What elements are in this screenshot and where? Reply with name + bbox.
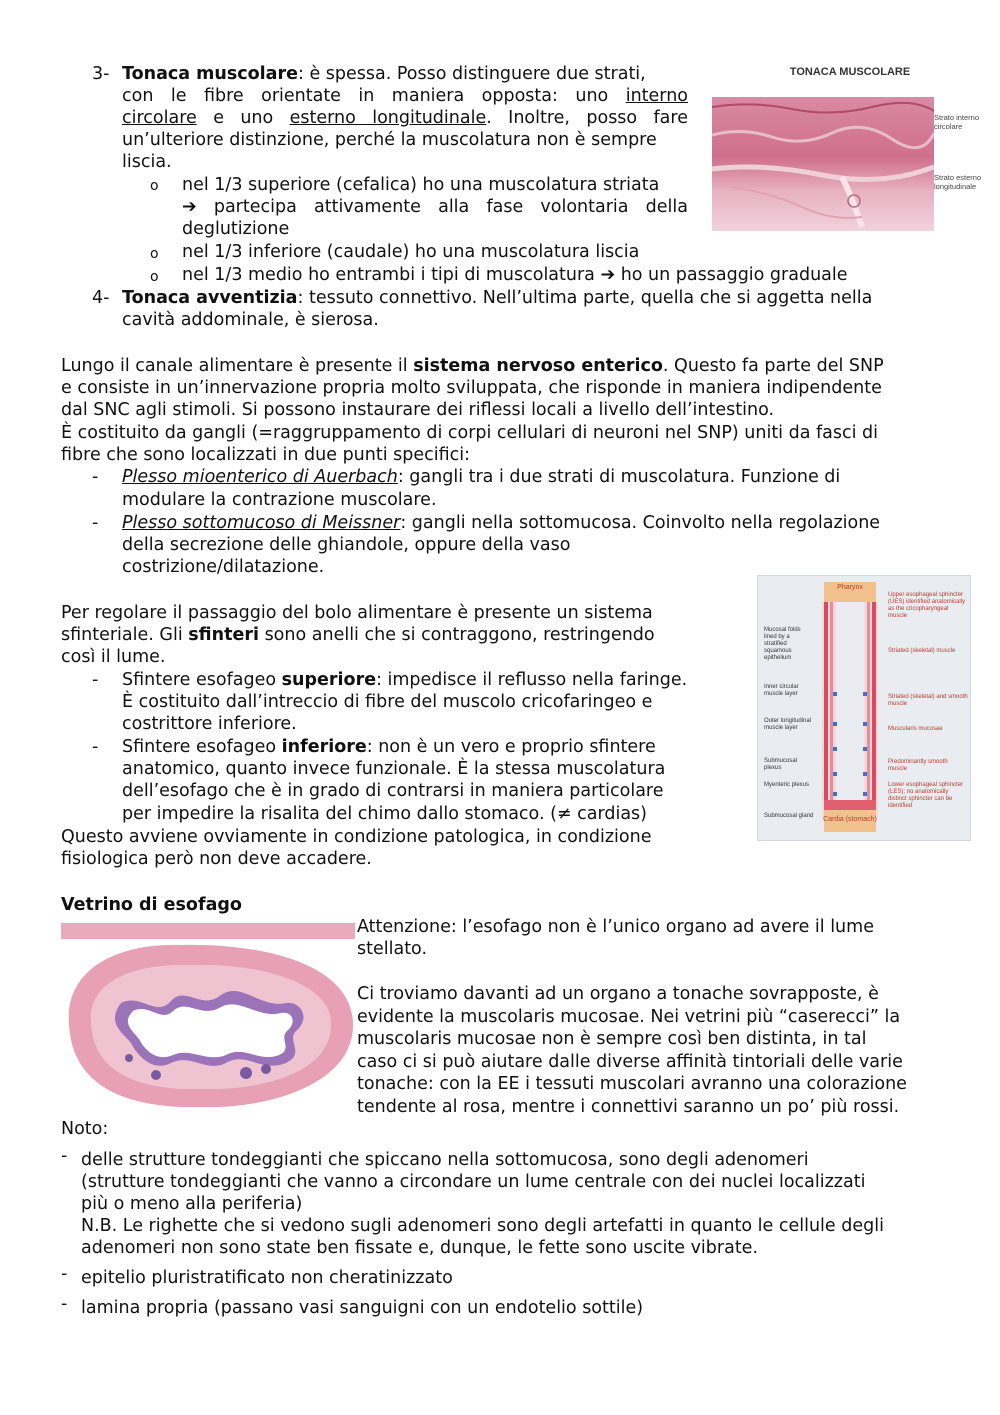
underlined-term: interno (625, 86, 688, 106)
text-line: fibre che sono localizzati in due punti specifici: (61, 445, 471, 465)
text-line: È costituito dall’intreccio di fibre del muscolo cricofaringeo e (122, 692, 653, 712)
text-line: Ci troviamo davanti ad un organo a tonache sovrapposte, è (357, 984, 879, 1004)
term-bold: Tonaca avventizia (122, 288, 298, 308)
term-bold: Tonaca muscolare (122, 64, 298, 84)
list-item (122, 669, 687, 691)
text-line: anatomico, quanto invece funzionale. È la stessa muscolatura (122, 759, 666, 779)
term-bold: sistema nervoso enterico (413, 356, 663, 376)
text-line: N.B. Le righette che si vedono sugli adenomeri sono degli artefatti in quanto le cellule degli (81, 1216, 884, 1236)
label-submucosal-plexus: Submucosal plexus (764, 758, 798, 771)
text-line (61, 624, 655, 646)
text-fragment: . Questo fa parte del SNP (662, 356, 884, 376)
text-line: costrittore inferiore. (122, 714, 297, 734)
term-bold: sfinteri (188, 625, 259, 645)
text-line: (strutture tondeggianti che vanno a circondare un lume centrale con dei nuclei localizzati (81, 1172, 866, 1192)
text-line: Noto: (61, 1119, 109, 1139)
label-inner-circular: Inner circular muscle layer (764, 684, 799, 697)
text-line: È costituito da gangli (=raggruppamento di corpi cellulari di neuroni nel SNP) uniti da fasci di (61, 423, 879, 443)
text-line: così il lume. (61, 647, 166, 667)
text-line: dal SNC agli stimoli. Si possono instaurare dei riflessi locali a livello dell’intestino. (61, 400, 775, 420)
list-item (122, 512, 880, 534)
bullet-text: nel 1/3 superiore (cefalica) ho una muscolatura striata (182, 175, 660, 195)
text-line: modulare la contrazione muscolare. (122, 490, 437, 510)
text-fragment: : gangli tra i due strati di muscolatura. Funzione di (397, 467, 841, 487)
esophagus-tube-illustration (816, 582, 884, 834)
dash-marker: - (61, 1294, 68, 1314)
label-mucosal-folds: Mucosal folds lined by a stratified squamous epithelium (764, 627, 801, 661)
text-line: fisiologica però non deve accadere. (61, 849, 372, 869)
text-line (61, 355, 884, 377)
label-cardia: Cardia (stomach) (823, 816, 877, 823)
text-line: liscia. (122, 152, 172, 172)
text-fragment: sfinteriale. Gli (61, 625, 183, 645)
label-outer-longitudinal: Outer longitudinal muscle layer (764, 718, 812, 731)
list-item: epitelio pluristratificato non cheratinizzato (81, 1268, 453, 1288)
list-item: delle strutture tondeggianti che spiccano nella sottomucosa, sono degli adenomeri (81, 1150, 809, 1170)
section-heading: Vetrino di esofago (61, 895, 242, 915)
bullet-marker: o (150, 246, 159, 262)
text-fragment: Sfintere esofageo (122, 670, 277, 690)
label-ues: Upper esophageal sphincter (UES) identified anatomically as the cricopharyngeal muscle (888, 592, 966, 619)
text-line: tonache: con la EE i tessuti muscolari avranno una colorazione (357, 1074, 907, 1094)
figure-esophagus-diagram (757, 575, 971, 841)
text-line: muscolaris mucosae non è sempre così ben distinta, in tal (357, 1029, 867, 1049)
bullet-marker: o (150, 178, 159, 194)
dash-marker: - (92, 467, 99, 487)
dash-marker: - (92, 737, 99, 757)
bullet-marker: o (150, 269, 159, 285)
bullet-text: ➔ partecipa attivamente alla fase volontaria della (182, 197, 688, 217)
label-myenteric-plexus: Myenteric plexus (764, 782, 810, 788)
underlined-term: esterno longitudinale (289, 108, 487, 128)
text-line: cavità addominale, è sierosa. (122, 310, 379, 330)
label-submucosal-gland: Submucosal gland (764, 813, 814, 819)
text-line: più o meno alla periferia) (81, 1194, 303, 1214)
text-line: della secrezione delle ghiandole, oppure della vaso (122, 535, 571, 555)
label-smooth: Predominantly smooth muscle (888, 759, 948, 772)
label-muscularis-mucosae: Muscularis mucosae (888, 726, 943, 732)
text-fragment: Lungo il canale alimentare è presente il (61, 356, 408, 376)
item-number: 3- (92, 64, 110, 84)
text-line: dell’esofago che è in grado di contrarsi in maniera particolare (122, 781, 664, 801)
text-line: adenomeri non sono state ben fissate e, dunque, le fette sono uscite vibrate. (81, 1238, 759, 1258)
text-line (122, 107, 688, 129)
term-bold: superiore (281, 670, 377, 690)
text-line: caso ci si può aiutare dalle diverse affinità tintoriali delle varie (357, 1052, 903, 1072)
label-internal-layer: Strato interno circolare (934, 113, 980, 131)
text-fragment: : tessuto connettivo. Nell’ultima parte, quella che si aggetta nella (297, 288, 873, 308)
esophagus-slide-image (61, 923, 355, 1113)
text-line: Per regolare il passaggio del bolo alimentare è presente un sistema (61, 603, 653, 623)
histology-image (712, 97, 934, 231)
text-line: stellato. (357, 939, 428, 959)
figure-title: TONACA MUSCOLARE (789, 66, 911, 78)
text-line (122, 63, 688, 85)
text-fragment: : gangli nella sottomucosa. Coinvolto nella regolazione (400, 513, 881, 533)
text-line: per impedire la risalita del chimo dallo stomaco. (≠ cardias) (122, 804, 647, 824)
text-fragment: : impedisce il reflusso nella faringe. (376, 670, 688, 690)
list-item (122, 736, 656, 758)
bullet-text: nel 1/3 medio ho entrambi i tipi di muscolatura ➔ ho un passaggio graduale (182, 265, 848, 285)
figure-tunica-muscolare (706, 60, 982, 236)
text-line (122, 287, 872, 309)
label-pharynx: Pharynx (837, 584, 863, 591)
dash-marker: - (61, 1264, 68, 1284)
text-line: Questo avviene ovviamente in condizione patologica, in condizione (61, 827, 652, 847)
text-line: evidente la muscolaris mucosae. Nei vetrini più “caserecci” la (357, 1007, 901, 1027)
label-striated: Striated (skeletal) muscle (888, 648, 956, 654)
bullet-text: nel 1/3 inferiore (caudale) ho una muscolatura liscia (182, 242, 640, 262)
text-fragment: e uno (213, 108, 274, 128)
text-fragment: sono anelli che si contraggono, restringendo (264, 625, 655, 645)
text-line: Attenzione: l’esofago non è l’unico organo ad avere il lume (357, 917, 874, 937)
term-underlined: Plesso sottomucoso di Meissner (122, 513, 401, 533)
label-striated-smooth: Striated (skeletal) and smooth muscle (888, 694, 968, 707)
text-fragment: : è spessa. Posso distinguere due strati, (298, 64, 646, 84)
label-external-layer: Strato esterno longitudinale (934, 173, 982, 191)
term-bold: inferiore (281, 737, 367, 757)
bullet-text: deglutizione (182, 219, 290, 239)
text-line: un’ulteriore distinzione, perché la muscolatura non è sempre (122, 130, 657, 150)
text-fragment: : non è un vero e proprio sfintere (366, 737, 656, 757)
item-number: 4- (92, 288, 110, 308)
underlined-term: circolare (122, 108, 197, 128)
list-item: lamina propria (passano vasi sanguigni con un endotelio sottile) (81, 1298, 644, 1318)
text-fragment: con le fibre orientate in maniera opposta: uno (122, 86, 609, 106)
text-line: e consiste in un’innervazione propria molto sviluppata, che risponde in maniera indipendente (61, 378, 882, 398)
dash-marker: - (61, 1146, 68, 1166)
term-underlined: Plesso mioenterico di Auerbach (122, 467, 398, 487)
text-line (122, 85, 688, 107)
list-item (122, 466, 840, 488)
text-line: tendente al rosa, mentre i connettivi saranno un po’ più rossi. (357, 1097, 900, 1117)
label-les: Lower esophageal sphincter (LES); no anatomically distinct sphincter can be identified (888, 782, 964, 809)
text-fragment: . Inoltre, posso fare (486, 108, 688, 128)
text-line: costrizione/dilatazione. (122, 557, 325, 577)
text-fragment: Sfintere esofageo (122, 737, 277, 757)
dash-marker: - (92, 670, 99, 690)
dash-marker: - (92, 513, 99, 533)
